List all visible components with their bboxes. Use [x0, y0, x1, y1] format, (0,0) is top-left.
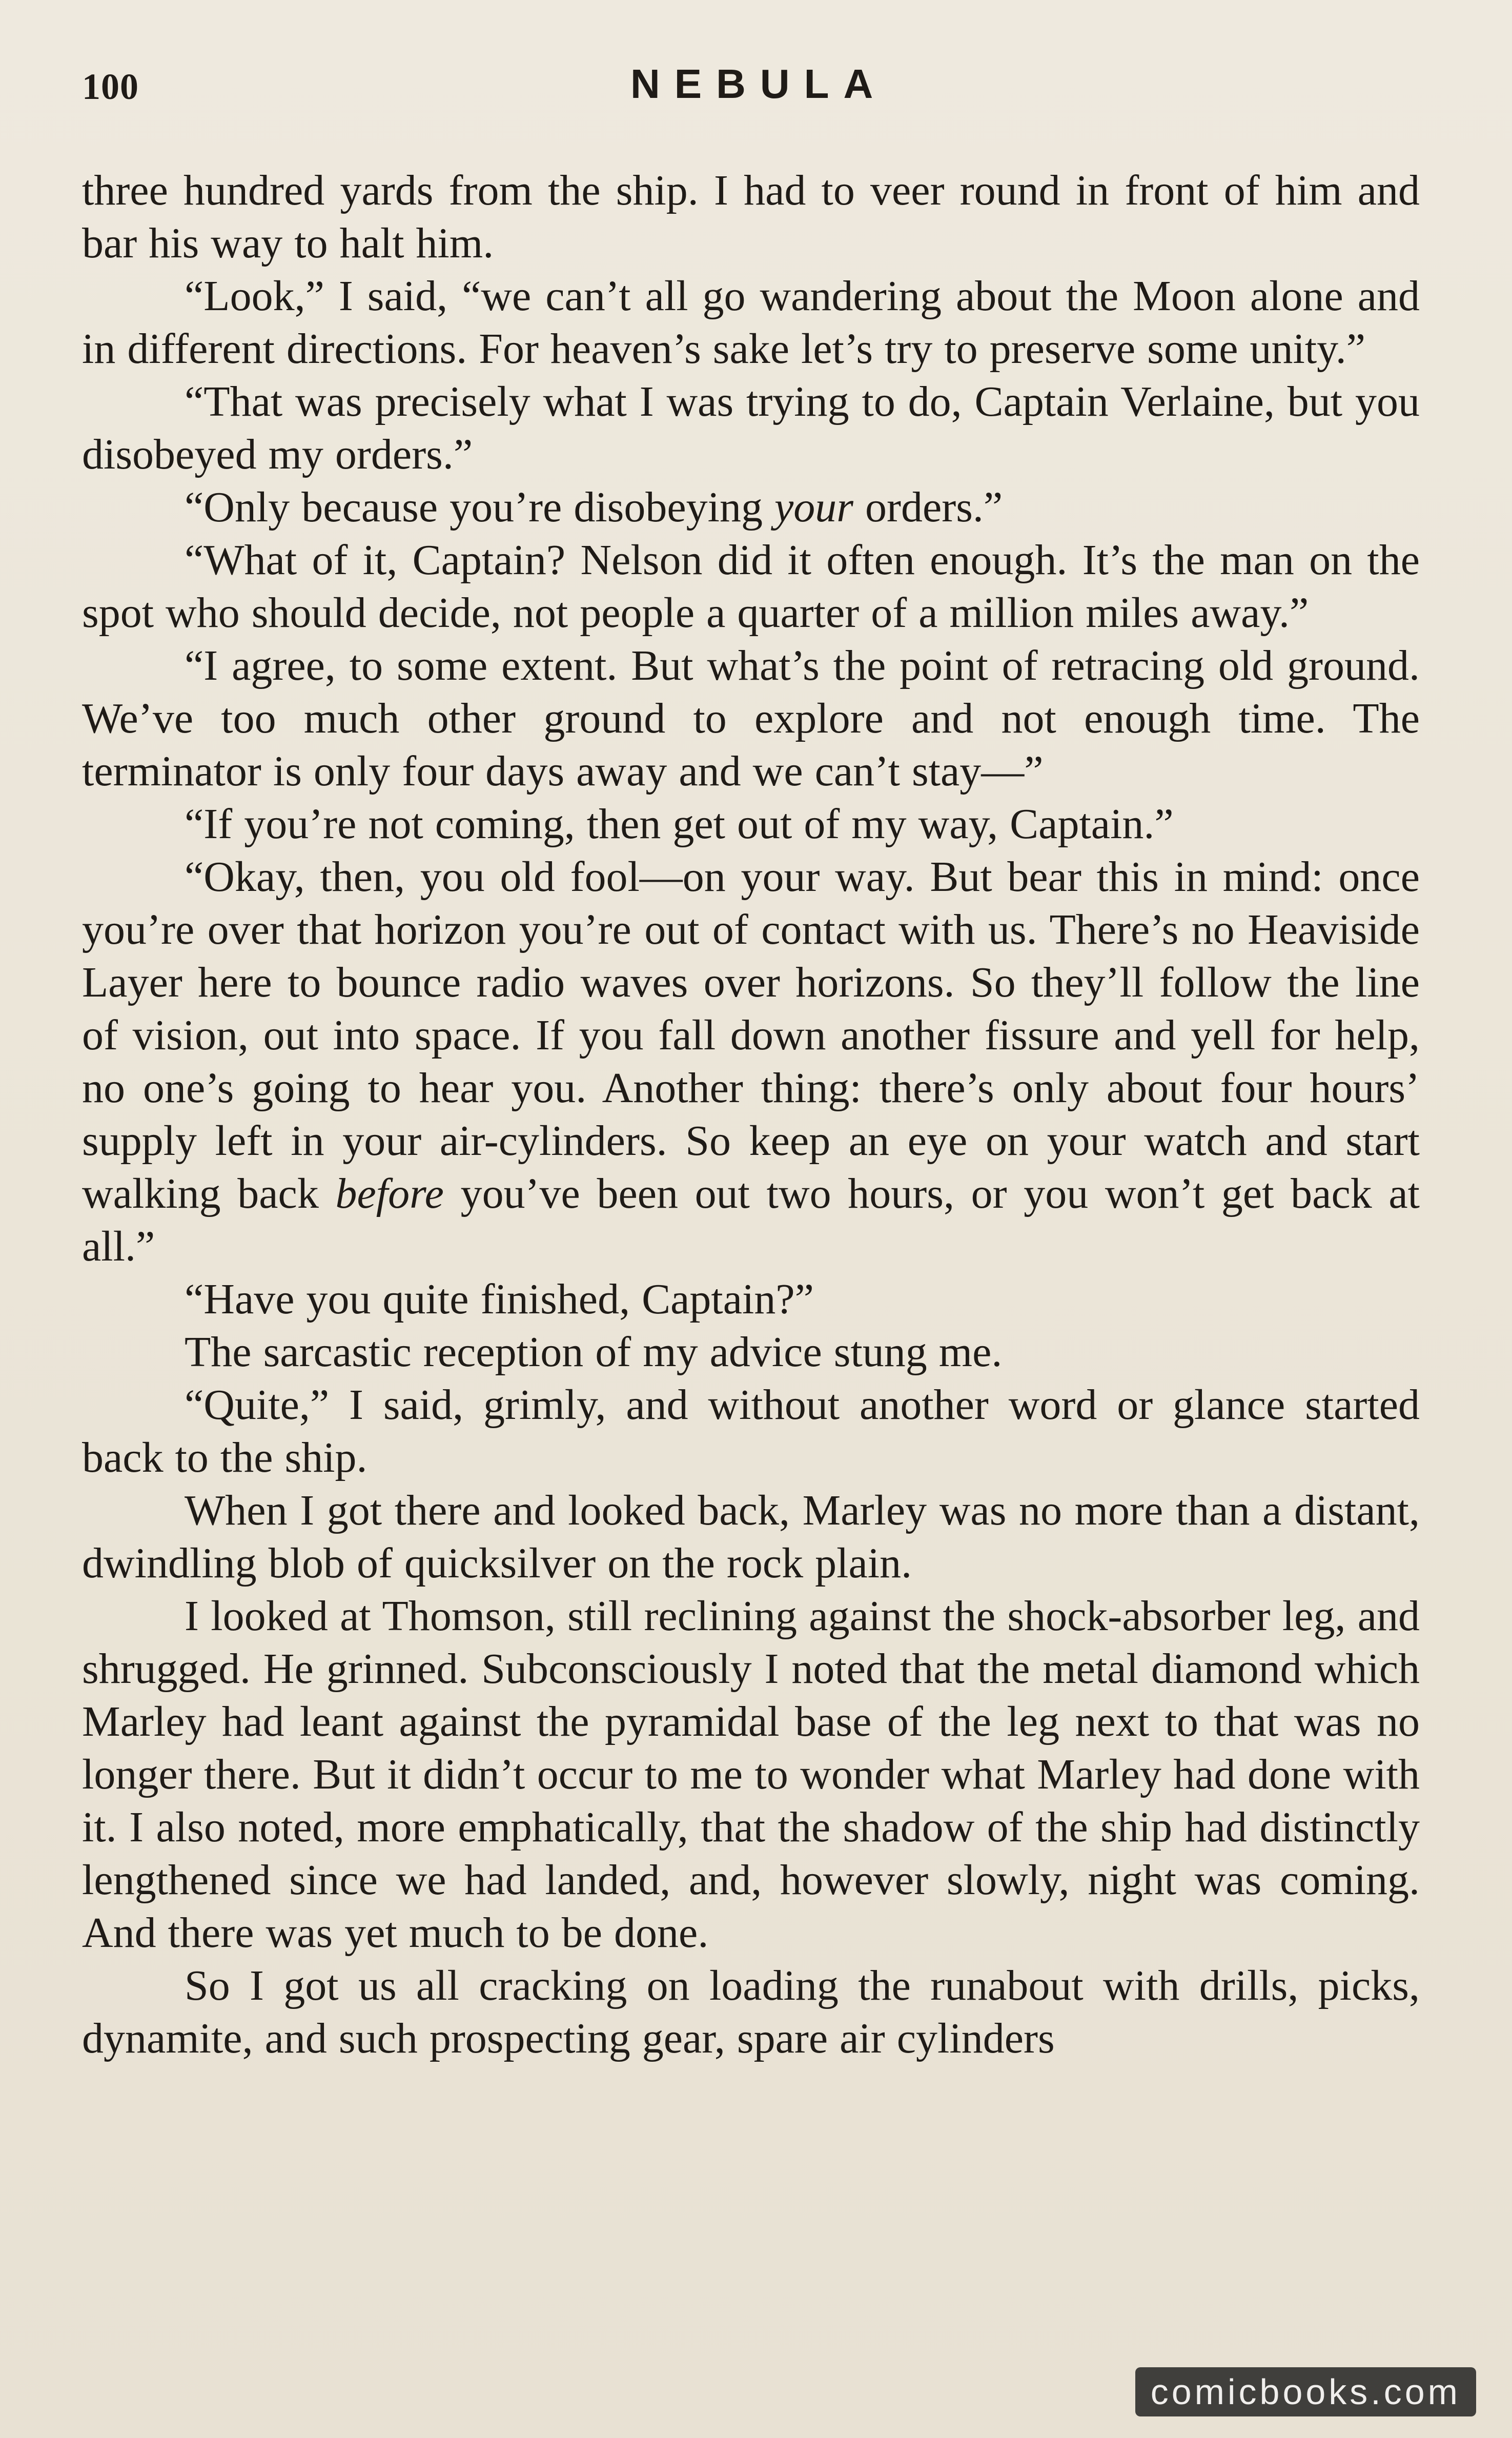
- paragraph: “Have you quite finished, Captain?”: [185, 1275, 814, 1323]
- body-text: [82, 164, 1420, 2065]
- paragraph: The sarcastic reception of my advice stung me.: [185, 1328, 1003, 1376]
- paragraph: “Quite,” I said, grimly, and without another word or glance started back to the ship.: [82, 1381, 1420, 1481]
- paragraph: [82, 481, 1420, 534]
- paragraph-text: you’ve been out two hours, or you won’t get back at all.”: [82, 1170, 1420, 1270]
- paragraph: “Look,” I said, “we can’t all go wandering about the Moon alone and in different directions. For heaven’s sake let’s try to preserve some unity.”: [82, 272, 1420, 373]
- paragraph: “What of it, Captain? Nelson did it often enough. It’s the man on the spot who should decide, not people a quarter of a million miles away.”: [82, 536, 1420, 637]
- running-head: NEBULA: [630, 61, 888, 107]
- paragraph: So I got us all cracking on loading the runabout with drills, picks, dynamite, and such prospecting gear, spare air cylinders: [82, 1962, 1420, 2062]
- page-number: 100: [82, 66, 139, 107]
- paragraph: three hundred yards from the ship. I had to veer round in front of him and bar his way to halt him.: [82, 167, 1420, 267]
- paragraph: “I agree, to some extent. But what’s the point of retracing old ground. We’ve too much other ground to explore and not enough time. The terminator is only four days away and we can’t stay—”: [82, 642, 1420, 795]
- paragraph: When I got there and looked back, Marley was no more than a distant, dwindling blob of quicksilver on the rock plain.: [82, 1487, 1420, 1587]
- paragraph-text: orders.”: [853, 483, 1003, 531]
- paragraph: [82, 850, 1420, 1273]
- italic-emphasis: before: [335, 1170, 444, 1217]
- paragraph-text: “Okay, then, you old fool—on your way. But bear this in mind: once you’re over that horizon you’re out of contact with us. There’s no Heaviside Layer here to bounce radio waves over horizons. So they’ll follow the line of vision, out into space. If you fall down another fissure and yell for help, no one’s going to hear you. Another thing: there’s only about four hours’ supply left in your air-cylinders. So keep an eye on your watch and start walking back: [82, 853, 1420, 1217]
- paragraph: “If you’re not coming, then get out of my way, Captain.”: [185, 800, 1174, 848]
- site-watermark: comicbooks.com: [1135, 2367, 1476, 2416]
- paragraph: I looked at Thomson, still reclining against the shock-absorber leg, and shrugged. He grinned. Subconsciously I noted that the metal diamond which Marley had leant against the pyramidal base of the leg next to that was no longer there. But it didn’t occur to me to wonder what Marley had done with it. I also noted, more emphatically, that the shadow of the ship had distinctly lengthened since we had landed, and, however slowly, night was coming. And there was yet much to be done.: [82, 1592, 1420, 1957]
- italic-emphasis: your: [774, 483, 853, 531]
- paragraph-text: “Only because you’re disobeying: [185, 483, 774, 531]
- paragraph: “That was precisely what I was trying to do, Captain Verlaine, but you disobeyed my orders.”: [82, 378, 1420, 478]
- page-header: [82, 60, 1430, 117]
